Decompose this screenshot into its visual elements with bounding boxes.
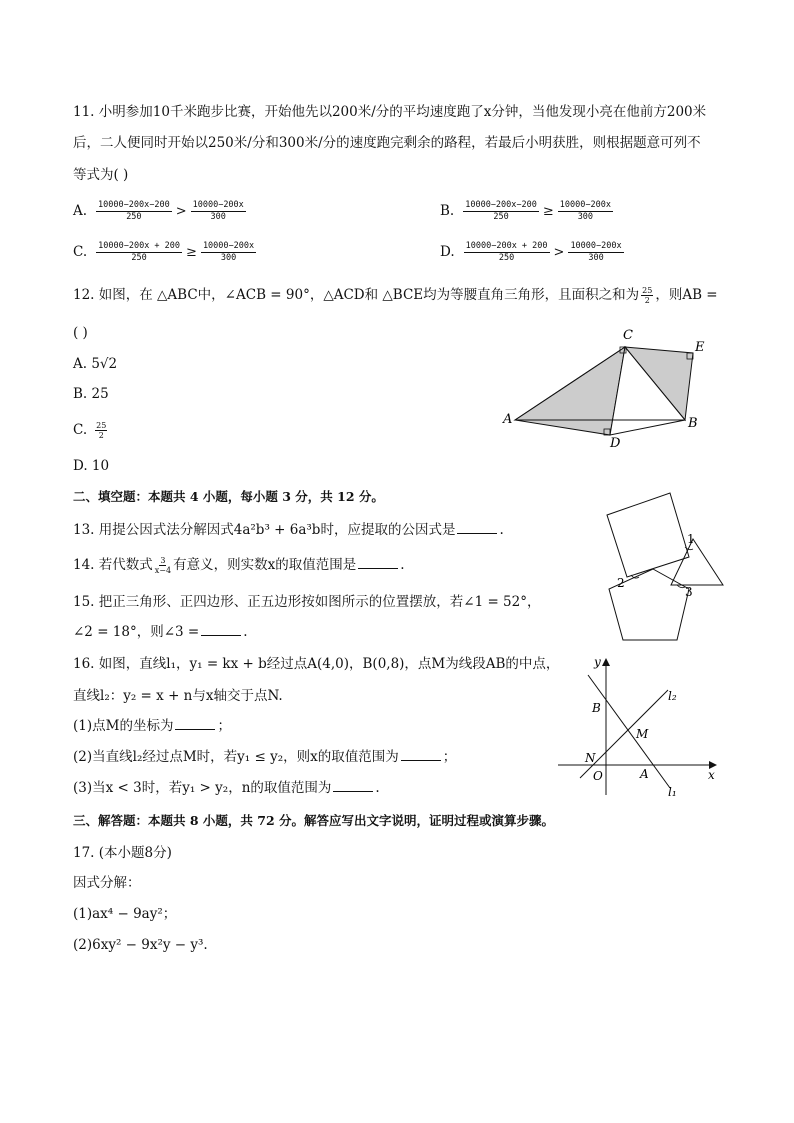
answer-blank bbox=[201, 623, 241, 636]
q12-stem: 12. 如图，在 △ABC中，∠ACB = 90°，△ACD和 △BCE均为等腰直角三角形，且面积之和为 $\frac{25}{2}$ ，则AB = bbox=[73, 286, 718, 305]
line-l2-label: l₂ bbox=[668, 689, 677, 703]
q16-line1: 16. 如图，直线l₁，y₁ = kx + b经过点A(4,0)，B(0,8)，点M为线段AB的中点， bbox=[73, 656, 560, 672]
fraction: $\frac{10000-200x + 200}{250}$ bbox=[98, 241, 181, 263]
fraction: $\frac{10000-200x}{300}$ bbox=[570, 241, 622, 263]
q11-option-d: D. $\frac{10000-200x + 200}{250}$ > $\frac{10000-200x}{300}$ bbox=[440, 241, 622, 263]
label-b: B bbox=[688, 416, 698, 431]
q15-polygons-figure bbox=[595, 485, 735, 650]
q17-part1: (1)ax⁴ − 9ay²； bbox=[73, 906, 177, 922]
q15-line2: ∠2 = 18°，则∠3 = . bbox=[73, 624, 248, 640]
triangle bbox=[671, 539, 723, 585]
answer-blank bbox=[401, 748, 441, 761]
q17-instruction: 因式分解： bbox=[73, 875, 141, 891]
label-c: C bbox=[623, 328, 633, 343]
label-d: D bbox=[610, 436, 621, 451]
triangle-acd bbox=[515, 347, 625, 435]
line-l1-label: l₁ bbox=[668, 785, 677, 799]
fraction: $\frac{25}{2}$ bbox=[96, 421, 107, 440]
section-2-heading: 二、填空题：本题共 4 小题，每小题 3 分，共 12 分。 bbox=[73, 489, 384, 504]
fraction: $\frac{25}{2}$ bbox=[642, 286, 653, 305]
q12-triangle-figure bbox=[495, 325, 725, 455]
fraction: $\frac{10000-200x}{300}$ bbox=[559, 200, 611, 222]
answer-blank bbox=[333, 779, 373, 792]
q17-part2: (2)6xy² − 9x²y − y³. bbox=[73, 937, 208, 953]
point-b-label: B bbox=[592, 701, 601, 715]
label-e: E bbox=[695, 340, 705, 355]
fraction: $\frac{10000-200x-200}{250}$ bbox=[465, 200, 537, 222]
q16-part2: (2)当直线l₂经过点M时，若y₁ ≤ y₂，则x的取值范围为 ； bbox=[73, 749, 457, 765]
q12-option-b: B. 25 bbox=[73, 386, 109, 402]
q11-line1: 11. 小明参加10千米跑步比赛，开始他先以200米/分的平均速度跑了x分钟，当他发现小亮在他前方200米 bbox=[73, 104, 707, 120]
option-label: A. bbox=[73, 203, 88, 219]
q12-paren: ( ) bbox=[73, 325, 88, 341]
q11-option-c: C. $\frac{10000-200x + 200}{250}$ ≥ $\frac{10000-200x}{300}$ bbox=[73, 241, 255, 263]
fraction: $\frac{3}{x-4}$ bbox=[154, 556, 172, 575]
q11-option-a: A. $\frac{10000-200x-200}{250}$ > $\frac{10000-200x}{300}$ bbox=[73, 200, 244, 222]
answer-blank bbox=[175, 717, 215, 730]
x-label: x bbox=[708, 768, 715, 782]
q16-line2: 直线l₂：y₂ = x + n与x轴交于点N. bbox=[73, 688, 283, 704]
q17-title: 17. (本小题8分) bbox=[73, 845, 172, 861]
option-label: B. bbox=[440, 203, 455, 219]
q11-line2: 后，二人便同时开始以250米/分和300米/分的速度跑完剩余的路程，若最后小明获胜，则根据题意可列不 bbox=[73, 135, 701, 151]
q13: 13. 用提公因式法分解因式4a²b³ + 6a³b时，应提取的公因式是 . bbox=[73, 522, 504, 538]
y-label: y bbox=[594, 655, 601, 669]
point-n-label: N bbox=[585, 751, 596, 765]
q16-coordinate-figure bbox=[550, 650, 730, 800]
angle-3-label: 3 bbox=[685, 585, 693, 599]
fraction: $\frac{10000-200x + 200}{250}$ bbox=[465, 241, 548, 263]
fraction: $\frac{10000-200x}{300}$ bbox=[192, 200, 244, 222]
q12-option-d: D. 10 bbox=[73, 458, 110, 474]
section-3-heading: 三、解答题：本题共 8 小题，共 72 分。解答应写出文字说明，证明过程或演算步骤。 bbox=[73, 813, 555, 828]
square bbox=[607, 493, 689, 577]
option-label: D. bbox=[440, 244, 455, 260]
q16-part3: (3)当x < 3时，若y₁ > y₂，n的取值范围为 . bbox=[73, 780, 380, 796]
q14: 14. 若代数式 $\frac{3}{x-4}$ 有意义，则实数x的取值范围是 . bbox=[73, 556, 405, 575]
point-m-label: M bbox=[636, 727, 649, 741]
q11-option-b: B. $\frac{10000-200x-200}{250}$ ≥ $\frac{10000-200x}{300}$ bbox=[440, 200, 611, 222]
point-a-label: A bbox=[640, 767, 649, 781]
label-a: A bbox=[503, 412, 513, 427]
fraction: $\frac{10000-200x-200}{250}$ bbox=[98, 200, 170, 222]
q12-option-c: C. $\frac{25}{2}$ bbox=[73, 421, 107, 440]
origin-label: O bbox=[593, 769, 603, 783]
q15-line1: 15. 把正三角形、正四边形、正五边形按如图所示的位置摆放，若∠1 = 52°， bbox=[73, 594, 541, 610]
answer-blank bbox=[358, 556, 398, 569]
q11-line3: 等式为( ) bbox=[73, 167, 129, 183]
fraction: $\frac{10000-200x}{300}$ bbox=[202, 241, 255, 263]
angle-1-label: 1 bbox=[687, 532, 695, 546]
q12-option-a: A. 5√2 bbox=[73, 356, 118, 372]
answer-blank bbox=[457, 521, 497, 534]
angle-2-label: 2 bbox=[617, 576, 625, 590]
q16-part1: (1)点M的坐标为 ； bbox=[73, 718, 231, 734]
option-label: C. bbox=[73, 244, 88, 260]
